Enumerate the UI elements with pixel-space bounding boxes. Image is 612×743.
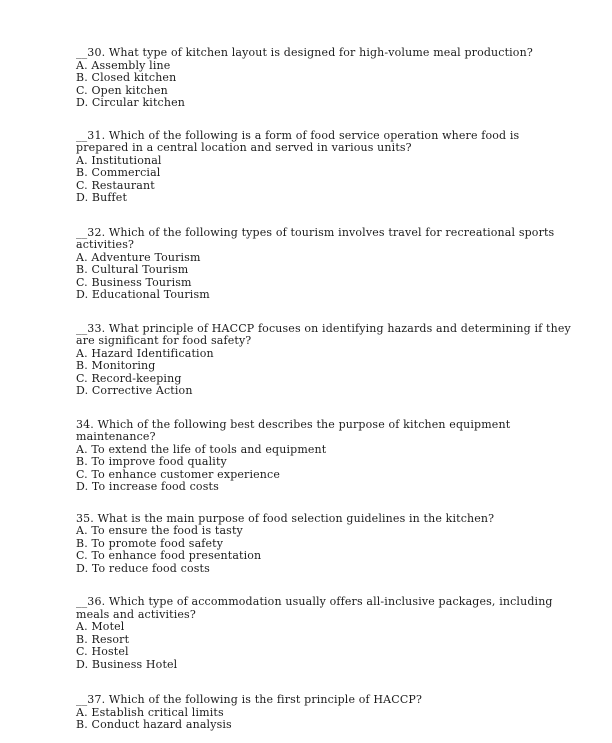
choice-list [76,348,572,398]
choice-list [76,707,572,732]
choice-d: D. Circular kitchen [76,96,185,109]
choice-a: A. Assembly line [76,58,171,72]
question-text: __37. Which of the following is the first principle of HACCP? [76,693,422,706]
choice-d: D. To increase food costs [76,480,219,493]
choice-d: D. To reduce food costs [76,561,210,575]
choice-c: C. Hostel [76,645,129,658]
choice-c: C. To enhance food presentation [76,549,262,562]
choice-c: C. To enhance customer experience [76,467,280,481]
question-text: __30. What type of kitchen layout is designed for high-volume meal production? [76,46,533,59]
question-33 [76,323,572,398]
choice-b: B. Cultural Tourism [76,263,189,276]
choice-b: B. To improve food quality [76,455,227,468]
question-30 [76,47,572,110]
question-31 [76,130,572,205]
choice-a: A. To extend the life of tools and equipment [76,442,327,456]
choice-a: A. Establish critical limits [76,705,224,719]
choice-list [76,444,572,494]
question-text: 34. Which of the following best describes the purpose of kitchen equipment maintenance? [76,417,511,443]
question-32 [76,227,572,302]
choice-list [76,621,572,671]
question-35 [76,513,572,576]
choice-b: B. Monitoring [76,359,156,372]
question-37 [76,694,572,732]
choice-b: B. Commercial [76,166,161,179]
choice-b: B. To promote food safety [76,536,224,550]
choice-c: C. Record-keeping [76,371,182,385]
choice-c: C. Open kitchen [76,83,168,97]
choice-c: C. Business Tourism [76,275,192,289]
question-36 [76,596,572,671]
choice-list [76,252,572,302]
choice-d: D. Educational Tourism [76,288,210,301]
choice-d: D. Business Hotel [76,657,178,671]
choice-list [76,60,572,110]
question-text: __32. Which of the following types of tourism involves travel for recreational sports activities? [76,225,555,251]
choice-d: D. Buffet [76,191,128,204]
choice-d: D. Corrective Action [76,384,193,397]
choice-a: A. Motel [76,620,125,633]
question-text: 35. What is the main purpose of food selection guidelines in the kitchen? [76,511,495,525]
choice-list [76,155,572,205]
choice-b: B. Conduct hazard analysis [76,718,232,731]
question-text: __31. Which of the following is a form of food service operation where food is prepared in a central location and served in various units? [76,128,520,154]
question-34 [76,419,572,494]
choice-a: A. Institutional [76,153,162,167]
question-text: __33. What principle of HACCP focuses on identifying hazards and determining if they are significant for food safety? [76,321,571,347]
choice-a: A. Adventure Tourism [76,250,201,264]
choice-a: A. To ensure the food is tasty [76,524,243,537]
choice-a: A. Hazard Identification [76,346,214,360]
choice-list [76,525,572,575]
question-text: __36. Which type of accommodation usually offers all-inclusive packages, including meals and activities? [76,595,553,621]
choice-b: B. Closed kitchen [76,71,177,84]
choice-b: B. Resort [76,632,130,646]
choice-c: C. Restaurant [76,178,155,192]
